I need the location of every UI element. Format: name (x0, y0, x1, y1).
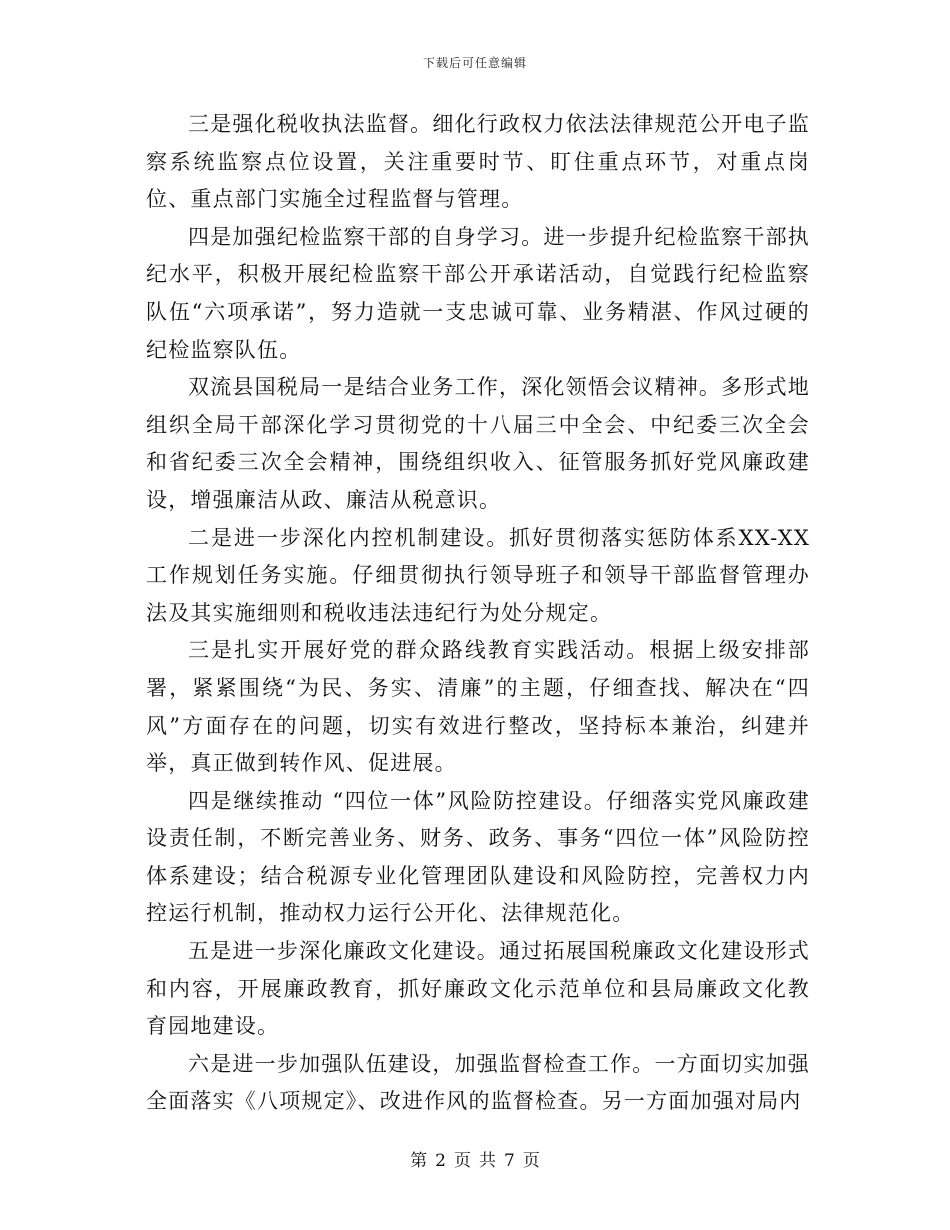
page-footer-prefix: 第 (410, 1151, 428, 1171)
paragraph: 六是进一步加强队伍建设，加强监督检查工作。一方面切实加强全面落实《八项规定》、改进作风的监督检查。另一方面加强对局内 (146, 1051, 810, 1114)
header-note: 下载后可任意编辑 (422, 56, 527, 70)
page-footer-total-word: 共 (479, 1151, 496, 1171)
paragraph: 四是继续推动 “四位一体”风险防控建设。仔细落实党风廉政建设责任制，不断完善业务、财务、政务、事务“四位一体”风险防控体系建设；结合税源专业化管理团队建设和风险防控，完善权力内控运行机制，推动权力运行公开化、法律规范化。 (146, 788, 810, 926)
paragraph: 双流县国税局一是结合业务工作，深化领悟会议精神。多形式地组织全局干部深化学习贯彻党的十八届三中全会、中纪委三次全会和省纪委三次全会精神，围绕组织收入、征管服务抓好党风廉政建设，增强廉洁从政、廉洁从税意识。 (146, 375, 810, 512)
page-footer-page-word: 页 (454, 1151, 471, 1171)
paragraph: 五是进一步深化廉政文化建设。通过拓展国税廉政文化建设形式和内容，开展廉政教育，抓好廉政文化示范单位和县局廉政文化教育园地建设。 (146, 939, 810, 1039)
paragraph: 四是加强纪检监察干部的自身学习。进一步提升纪检监察干部执纪水平，积极开展纪检监察干部公开承诺活动，自觉践行纪检监察队伍“六项承诺”，努力造就一支忠诚可靠、业务精湛、作风过硬的纪检监察队伍。 (146, 224, 810, 362)
paragraph: 三是扎实开展好党的群众路线教育实践活动。根据上级安排部署，紧紧围绕“为民、务实、清廉”的主题，仔细查找、解决在“四风”方面存在的问题，切实有效进行整改，坚持标本兼治，纠建并举，真正做到转作风、促进展。 (146, 638, 810, 776)
current-page-number: 2 (435, 1151, 446, 1171)
total-pages-number: 7 (504, 1151, 515, 1171)
page-footer (0, 1146, 950, 1171)
document-body (146, 106, 810, 1121)
paragraph: 三是强化税收执法监督。细化行政权力依法法律规范公开电子监察系统监察点位设置，关注重要时节、盯住重点环节，对重点岗位、重点部门实施全过程监督与管理。 (146, 112, 810, 212)
paragraph: 二是进一步深化内控机制建设。抓好贯彻落实惩防体系XX-XX工作规划任务实施。仔细贯彻执行领导班子和领导干部监督管理办法及其实施细则和税收违法违纪行为处分规定。 (146, 525, 810, 625)
page-footer-suffix: 页 (522, 1151, 540, 1171)
